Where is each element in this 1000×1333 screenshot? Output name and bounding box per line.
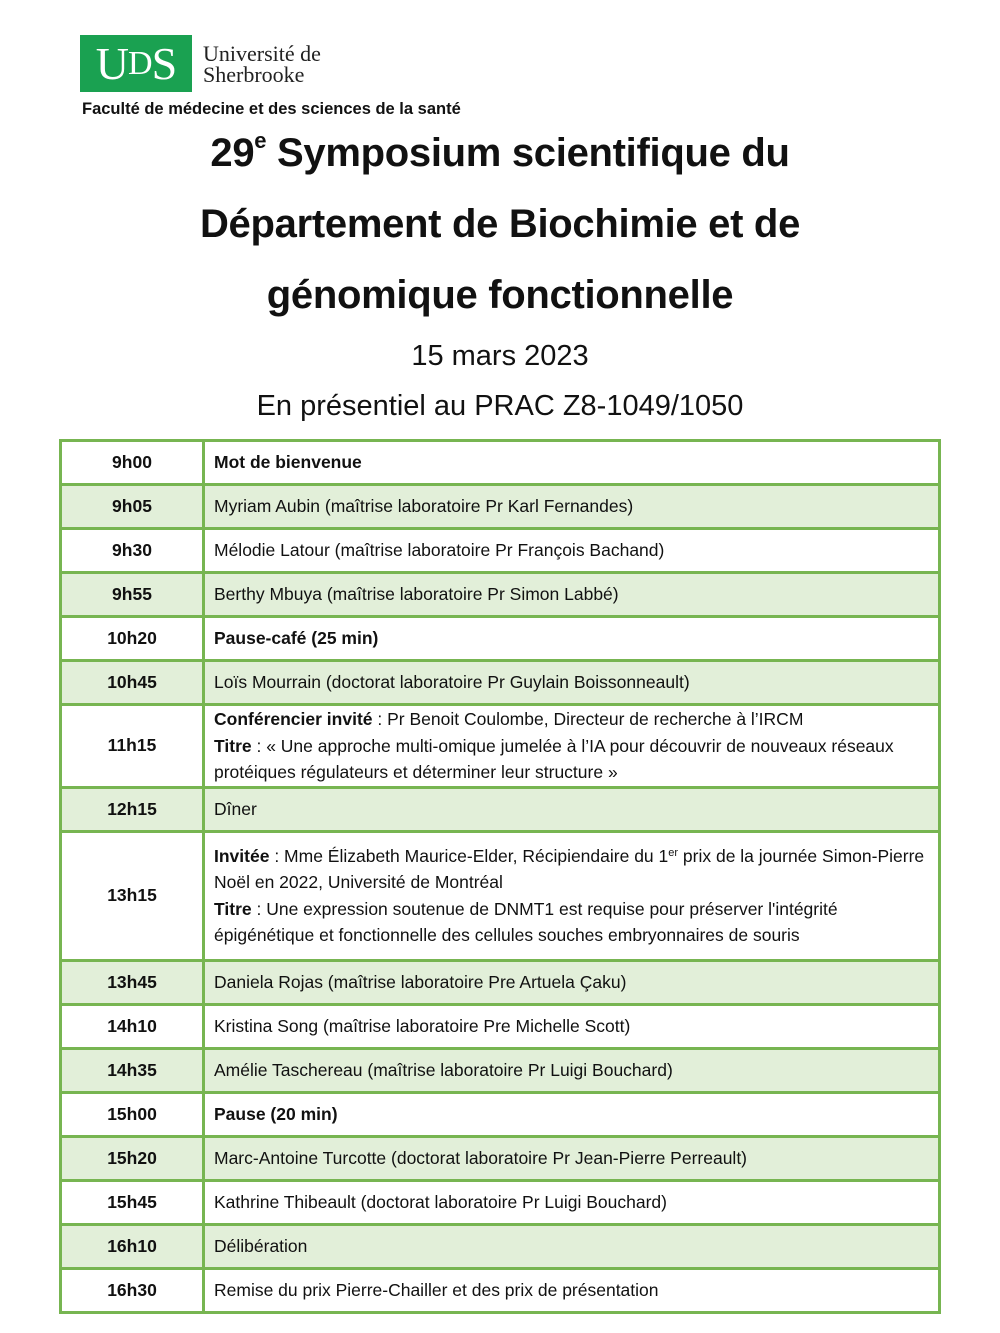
page-title bbox=[0, 118, 1000, 331]
edition-suffix: e bbox=[254, 128, 267, 153]
schedule-row bbox=[61, 1092, 940, 1136]
uds-logo-mark bbox=[80, 35, 192, 92]
schedule-row bbox=[61, 617, 940, 661]
event-date: 15 mars 2023 bbox=[411, 340, 589, 372]
logo-letter-d: D bbox=[128, 44, 152, 82]
talk-title-text: : Une expression soutenue de DNMT1 est requise pour préserver l'intégrité épigénétique et fonctionnelle des cellules souches embryonnaires de souris bbox=[214, 898, 838, 945]
schedule-row bbox=[61, 661, 940, 705]
row-time: 16h30 bbox=[61, 1268, 204, 1312]
schedule-row bbox=[61, 1224, 940, 1268]
title-line-2: Département de Biochimie et de bbox=[199, 202, 801, 246]
title-line-1-text: Symposium scientifique du bbox=[266, 131, 790, 175]
logo-line-1: Université de bbox=[203, 40, 321, 66]
logo-letter-u: U bbox=[95, 38, 129, 89]
talk-title-text: : « Une approche multi-omique jumelée à l’IA pour découvrir de nouveaux réseaux protéiques régulateurs et déterminer leur structure » bbox=[214, 735, 894, 782]
schedule-row bbox=[61, 573, 940, 617]
row-description: Remise du prix Pierre-Chailler et des prix de présentation bbox=[204, 1268, 940, 1312]
row-time: 15h00 bbox=[61, 1092, 204, 1136]
schedule-row-keynote bbox=[61, 705, 940, 788]
speaker-text: : Pr Benoit Coulombe, Directeur de recherche à l’IRCM bbox=[372, 709, 804, 729]
guest-text: : Mme Élizabeth Maurice-Elder, Récipiendaire du 1 bbox=[269, 845, 669, 866]
row-description bbox=[204, 705, 940, 788]
row-time: 9h05 bbox=[61, 485, 204, 529]
logo-letter-s: S bbox=[151, 38, 177, 89]
logo-wordmark bbox=[203, 40, 321, 87]
schedule-row bbox=[61, 1136, 940, 1180]
event-location: En présentiel au PRAC Z8-1049/1050 bbox=[256, 390, 744, 422]
row-description: Berthy Mbuya (maîtrise laboratoire Pr Simon Labbé) bbox=[204, 573, 940, 617]
guest-text-cont: prix de la journée Simon-Pierre Noël en 2022, Université de Montréal bbox=[214, 845, 925, 892]
university-logo bbox=[80, 35, 321, 92]
row-description: Pause (20 min) bbox=[204, 1092, 940, 1136]
title-line-1 bbox=[0, 118, 1000, 189]
logo-line-2: Sherbrooke bbox=[203, 61, 305, 87]
row-description: Dîner bbox=[204, 787, 940, 831]
schedule-row bbox=[61, 529, 940, 573]
schedule-row-guest bbox=[61, 831, 940, 960]
ordinal-suffix: er bbox=[668, 846, 679, 859]
row-time: 9h00 bbox=[61, 441, 204, 485]
row-time: 15h20 bbox=[61, 1136, 204, 1180]
schedule-row bbox=[61, 787, 940, 831]
row-time: 13h15 bbox=[61, 831, 204, 960]
row-description: Pause-café (25 min) bbox=[204, 617, 940, 661]
guest-label: Invitée bbox=[214, 845, 270, 866]
row-time: 10h45 bbox=[61, 661, 204, 705]
row-description: Loïs Mourrain (doctorat laboratoire Pr Guylain Boissonneault) bbox=[204, 661, 940, 705]
faculty-name: Faculté de médecine et des sciences de la santé bbox=[82, 100, 461, 118]
row-description: Myriam Aubin (maîtrise laboratoire Pr Karl Fernandes) bbox=[204, 485, 940, 529]
schedule-row bbox=[61, 1180, 940, 1224]
talk-title-label: Titre bbox=[214, 898, 252, 919]
row-description: Marc-Antoine Turcotte (doctorat laboratoire Pr Jean-Pierre Perreault) bbox=[204, 1136, 940, 1180]
row-time: 14h35 bbox=[61, 1048, 204, 1092]
schedule-row bbox=[61, 1004, 940, 1048]
row-time: 11h15 bbox=[61, 705, 204, 788]
row-time: 9h30 bbox=[61, 529, 204, 573]
row-description: Délibération bbox=[204, 1224, 940, 1268]
row-time: 14h10 bbox=[61, 1004, 204, 1048]
row-time: 15h45 bbox=[61, 1180, 204, 1224]
schedule-row bbox=[61, 441, 940, 485]
row-time: 13h45 bbox=[61, 960, 204, 1004]
schedule-row bbox=[61, 960, 940, 1004]
row-description: Mélodie Latour (maîtrise laboratoire Pr François Bachand) bbox=[204, 529, 940, 573]
row-time: 10h20 bbox=[61, 617, 204, 661]
row-description: Mot de bienvenue bbox=[204, 441, 940, 485]
schedule-row bbox=[61, 1268, 940, 1312]
row-description: Amélie Taschereau (maîtrise laboratoire Pr Luigi Bouchard) bbox=[204, 1048, 940, 1092]
row-time: 16h10 bbox=[61, 1224, 204, 1268]
speaker-label: Conférencier invité bbox=[214, 709, 373, 729]
schedule-row bbox=[61, 485, 940, 529]
row-time: 9h55 bbox=[61, 573, 204, 617]
row-description: Kathrine Thibeault (doctorat laboratoire Pr Luigi Bouchard) bbox=[204, 1180, 940, 1224]
row-description bbox=[204, 831, 940, 960]
row-description: Kristina Song (maîtrise laboratoire Pre Michelle Scott) bbox=[204, 1004, 940, 1048]
title-line-3: génomique fonctionnelle bbox=[266, 273, 734, 317]
schedule-table bbox=[59, 439, 941, 1314]
edition-number: 29 bbox=[210, 131, 255, 175]
row-description: Daniela Rojas (maîtrise laboratoire Pre Artuela Çaku) bbox=[204, 960, 940, 1004]
talk-title-label: Titre bbox=[214, 735, 252, 756]
row-time: 12h15 bbox=[61, 787, 204, 831]
schedule-row bbox=[61, 1048, 940, 1092]
